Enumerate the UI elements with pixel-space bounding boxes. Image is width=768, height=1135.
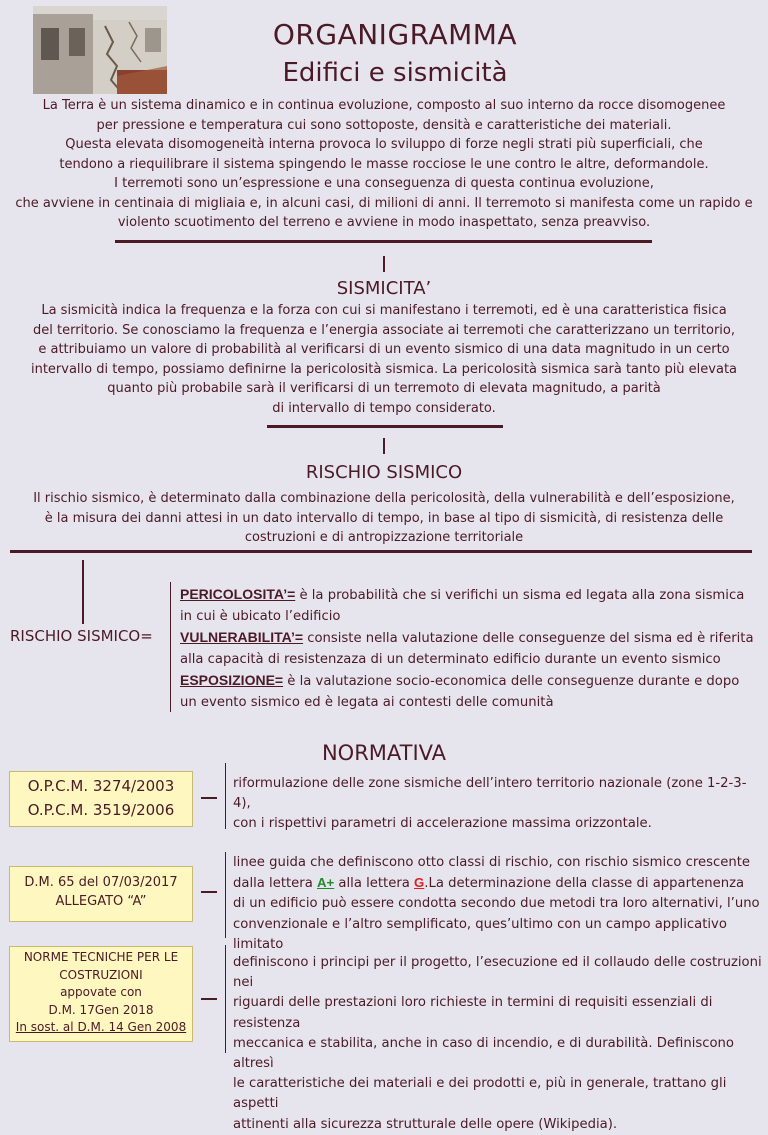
normativa-brace <box>225 763 226 829</box>
rischio-paragraph <box>0 489 768 548</box>
rischio-line: è la misura dei danni attesi in un dato intervallo di tempo, in base al tipo di sismicità, di resistenza delle <box>44 510 724 526</box>
term-pericolosita: PERICOLOSITA’= <box>180 586 296 602</box>
definition-text: consiste nella valutazione delle conseguenze del sisma ed è riferita <box>303 631 754 646</box>
ntc-label: NORME TECNICHE PER LE <box>23 950 179 964</box>
description-text: .La determinazione della classe di appartenenza <box>424 876 745 892</box>
opcm-description <box>233 774 763 835</box>
ntc-box <box>9 946 193 1042</box>
page-subtitle: Edifici e sismicità <box>282 58 508 88</box>
dm65-box <box>9 866 193 922</box>
page-title: ORGANIGRAMMA <box>272 18 518 51</box>
sismicita-line: quanto più probabile sarà il verificarsi di un terremoto di elevata magnitudo, a parità <box>107 381 661 396</box>
dm65-label: ALLEGATO “A” <box>55 894 147 909</box>
intro-line: per pressione e temperatura cui sono sottoposte, densità e caratteristiche dei materiali. <box>96 117 672 133</box>
description-line: con i rispettivi parametri di accelerazione massima orizzontale. <box>233 816 652 832</box>
intro-line: Questa elevata disomogeneità interna provoca lo sviluppo di forze negli strati più superficiali, che <box>65 137 703 152</box>
class-g: G <box>414 875 425 891</box>
sismicita-heading: SISMICITA’ <box>336 278 432 299</box>
intro-underline <box>115 240 652 243</box>
intro-line: che avviene in centinaia di migliaia e, in alcuni casi, di milioni di anni. Il terremoto si manifesta come un rapido e <box>15 195 753 211</box>
term-vulnerabilita: VULNERABILITA’= <box>180 629 304 645</box>
opcm-label: O.P.C.M. 3519/2006 <box>27 801 175 819</box>
intro-line: La Terra è un sistema dinamico e in continua evoluzione, composto al suo interno da rocce disomogenee <box>42 98 726 113</box>
opcm-label: O.P.C.M. 3274/2003 <box>27 777 175 795</box>
sismicita-paragraph <box>0 301 768 418</box>
sismicita-underline <box>267 425 503 428</box>
sismicita-line: del territorio. Se conosciamo la frequenza e l’energia associate ai terremoti che caratterizzano un territorio, <box>32 322 736 338</box>
ntc-description <box>233 953 768 1135</box>
class-a-plus: A+ <box>316 875 335 891</box>
intro-line: tendono a riequilibrare il sistema spingendo le masse rocciose le une contro le altre, deformandole. <box>59 156 709 172</box>
description-text: dalla lettera <box>233 876 317 892</box>
ntc-label: In sost. al D.M. 14 Gen 2008 <box>15 1020 187 1034</box>
description-line: linee guida che definiscono otto classi di rischio, con rischio sismico crescente <box>233 855 751 870</box>
dm65-description <box>233 853 768 955</box>
description-line: attinenti alla sicurezza strutturale delle opere (Wikipedia). <box>233 1116 618 1132</box>
intro-paragraph <box>0 96 768 233</box>
sismicita-line: La sismicità indica la frequenza e la forza con cui si manifestano i terremoti, ed è una caratteristica fisica <box>41 303 727 318</box>
ntc-label: D.M. 17Gen 2018 <box>48 1002 154 1017</box>
ntc-label: appovate con <box>60 985 142 999</box>
connector-dash <box>201 797 217 799</box>
normativa-heading: NORMATIVA <box>321 741 447 765</box>
rischio-line: Il rischio sismico, è determinato dalla combinazione della pericolosità, della vulnerabilità e dell’esposizione, <box>33 491 735 506</box>
definition-text: alla capacità di resistenzaza di un determinato edificio durante un evento sismico <box>180 651 721 667</box>
ntc-label: COSTRUZIONI <box>59 967 143 982</box>
definition-pericolosita <box>180 584 765 607</box>
connector-line <box>383 256 385 272</box>
formula-label: RISCHIO SISMICO= <box>10 627 153 645</box>
description-line: di un edificio può essere condotta secondo due metodi tra loro alternativi, l’uno <box>233 896 760 912</box>
description-line: riformulazione delle zone sismiche dell’intero territorio nazionale (zone 1-2-3-4), <box>233 776 747 812</box>
building-image <box>33 6 167 94</box>
rischio-line: costruzioni e di antropizzazione territoriale <box>244 530 524 545</box>
definition-text: è la valutazione socio-economica delle conseguenze durante e dopo <box>283 674 740 689</box>
rischio-underline <box>10 550 752 553</box>
description-line: riguardi delle prestazioni loro richieste in termini di requisiti essenziali di resistenza <box>233 995 713 1031</box>
term-esposizione: ESPOSIZIONE= <box>180 672 284 688</box>
definition-text: in cui è ubicato l’edificio <box>180 608 341 624</box>
sismicita-line: e attribuiamo un valore di probabilità al verificarsi di un evento sismico di una data magnitudo in un certo <box>38 342 730 357</box>
normativa-brace <box>225 945 226 1053</box>
definition-text: è la probabilità che si verifichi un sisma ed legata alla zona sismica <box>295 588 745 603</box>
description-line <box>233 873 768 894</box>
description-text: alla lettera <box>334 876 415 892</box>
connector-line <box>383 438 385 454</box>
description-line: le caratteristiche dei materiali e dei prodotti e, più in generale, trattano gli aspetti <box>233 1076 727 1112</box>
connector-dash <box>201 998 217 1000</box>
definition-vulnerabilita <box>180 627 765 650</box>
normativa-brace <box>225 852 226 938</box>
formula-brace <box>170 582 171 712</box>
dm65-label: D.M. 65 del 07/03/2017 <box>24 875 178 890</box>
definition-text: un evento sismico ed è legata ai contesti delle comunità <box>180 694 554 710</box>
connector-line <box>82 560 84 624</box>
sismicita-line: di intervallo di tempo considerato. <box>272 400 496 416</box>
opcm-box <box>9 771 193 827</box>
connector-dash <box>201 891 217 893</box>
rischio-heading: RISCHIO SISMICO <box>305 462 463 483</box>
description-line: definiscono i principi per il progetto, l’esecuzione ed il collaudo delle costruzioni nei <box>233 955 762 991</box>
definition-esposizione <box>180 670 765 693</box>
intro-line: I terremoti sono un’espressione e una conseguenza di questa continua evoluzione, <box>114 176 654 191</box>
formula-definitions <box>180 584 765 713</box>
intro-line: violento scuotimento del terreno e avviene in modo inaspettato, senza preavviso. <box>117 215 651 230</box>
description-line: meccanica e stabilita, anche in caso di incendio, e di durabilità. Definiscono altresì <box>233 1035 734 1072</box>
description-line: convenzionale e l’altro semplificato, ques’ultimo con un campo applicativo limitato <box>233 916 727 952</box>
damaged-building-photo <box>33 6 167 94</box>
sismicita-line: intervallo di tempo, possiamo definirne la pericolosità sismica. La pericolosità sismica sarà tanto più elevata <box>30 361 738 377</box>
